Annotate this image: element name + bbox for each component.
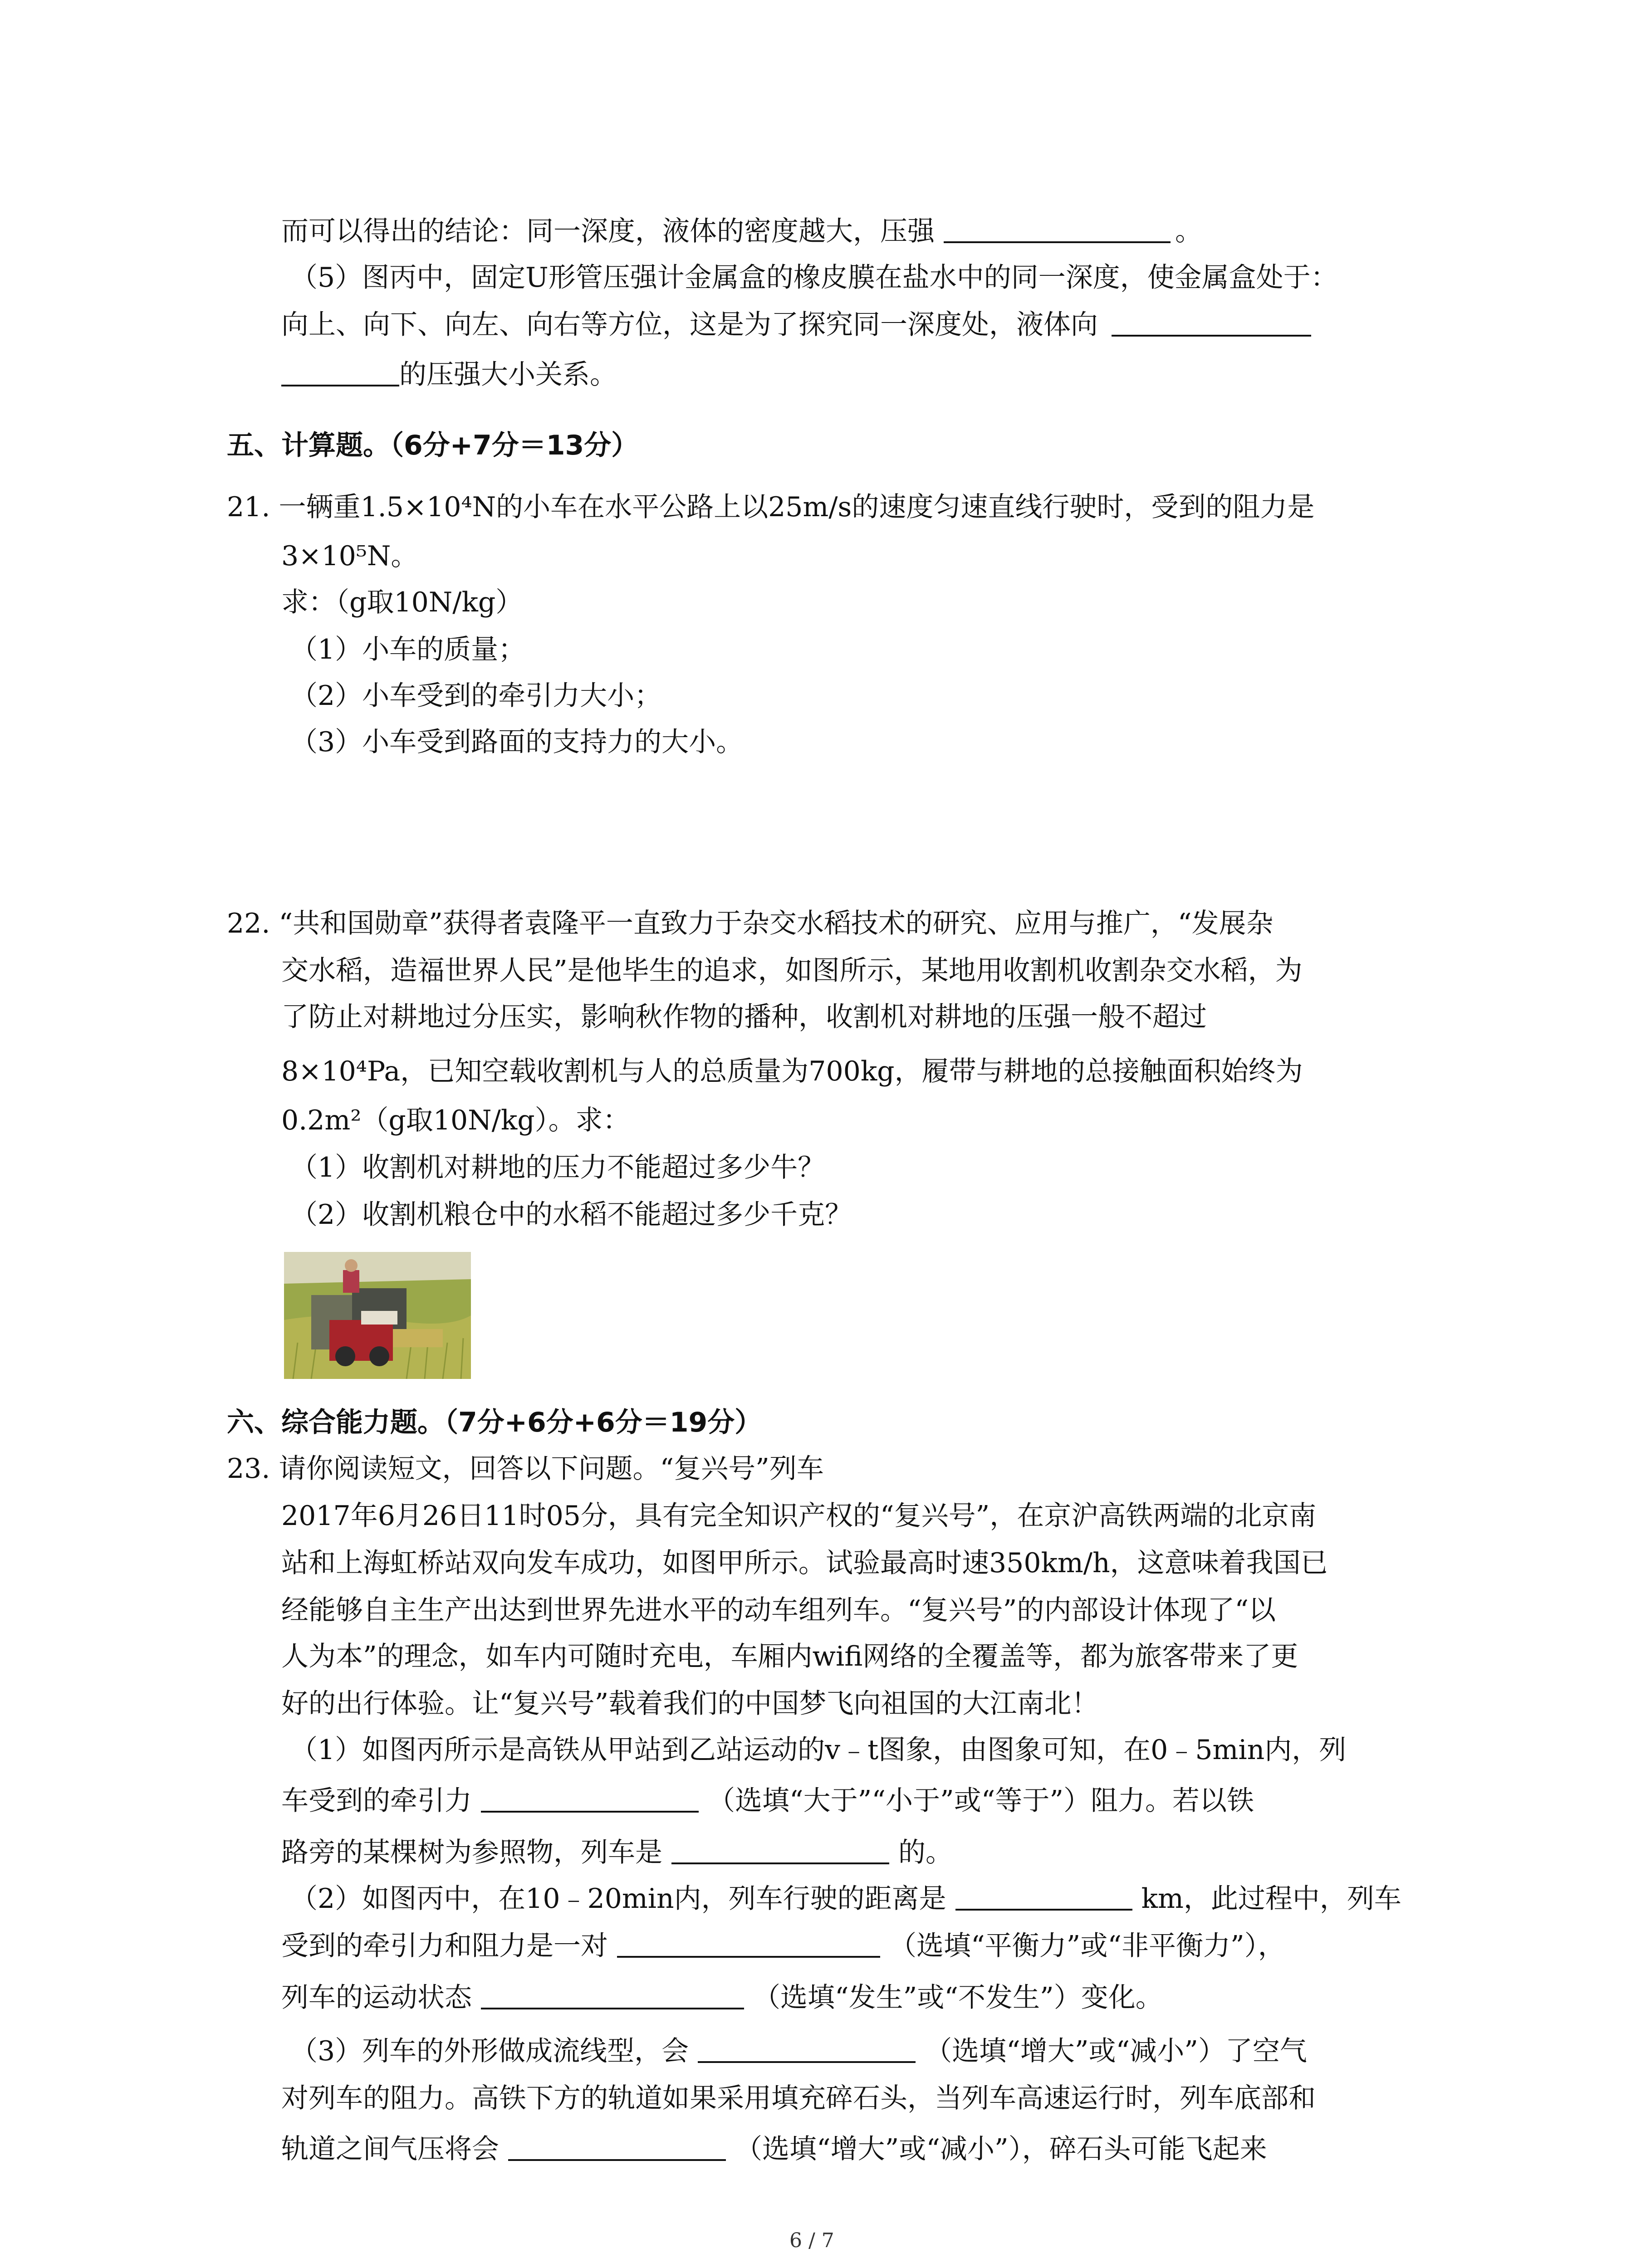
q22-line3: 了防止对耕地过分压实，影响秋作物的播种，收割机对耕地的压强一般不超过 — [281, 1001, 1207, 1033]
harvester-photo — [284, 1252, 471, 1379]
answer-blank[interactable] — [481, 1785, 699, 1813]
q20-line3: 向上、向下、向左、向右等方位，这是为了探究同一深度处，液体向 — [281, 307, 1311, 343]
q22-line5: 0.2m²（g取10N/kg）。求： — [281, 1105, 630, 1136]
q22-line4: 8×10⁴Pa，已知空载收割机与人的总质量为700kg，履带与耕地的总接触面积始终为 — [281, 1056, 1303, 1087]
q23-s2-line1: （2）如图丙中，在10﹣20min内，列车行驶的距离是 km，此过程中，列车 — [290, 1883, 1401, 1915]
q20-line1: 而可以得出的结论：同一深度，液体的密度越大，压强 。 — [281, 215, 1202, 247]
q21-line1: 21. 一辆重1.5×10⁴N的小车在水平公路上以25m/s的速度匀速直线行驶时，受到的阻力是 — [227, 491, 1315, 523]
q23-p2: 站和上海虹桥站双向发车成功，如图甲所示。试验最高时速350km/h，这意味着我国已 — [281, 1547, 1328, 1579]
section-5-title: 五、计算题。（6分+7分＝13分） — [227, 430, 639, 461]
answer-blank[interactable] — [671, 1837, 889, 1864]
q23-s2-line2: 受到的牵引力和阻力是一对 （选填“平衡力”或“非平衡力”）， — [281, 1930, 1285, 1962]
answer-blank[interactable] — [617, 1931, 880, 1958]
answer-blank[interactable] — [281, 359, 399, 386]
q23-s3-line1: （3）列车的外形做成流线型，会 （选填“增大”或“减小”）了空气 — [290, 2035, 1307, 2067]
q23-line1: 23. 请你阅读短文，回答以下问题。“复兴号”列车 — [227, 1453, 824, 1485]
q21-sub1: （1）小车的质量； — [290, 634, 526, 665]
q23-s1-line2: 车受到的牵引力 （选填“大于”“小于”或“等于”）阻力。若以铁 — [281, 1785, 1254, 1817]
q22-line1: 22. “共和国勋章”获得者袁隆平一直致力于杂交水稻技术的研究、应用与推广，“发展杂 — [227, 908, 1274, 939]
q20-line4: 的压强大小关系。 — [281, 357, 617, 393]
q23-s2-line3: 列车的运动状态 （选填“发生”或“不发生”）变化。 — [281, 1982, 1163, 2014]
q23-p5: 好的出行体验。让“复兴号”载着我们的中国梦飞向祖国的大江南北！ — [281, 1688, 1099, 1720]
q22-line2: 交水稻，造福世界人民”是他毕生的追求，如图所示，某地用收割机收割杂交水稻，为 — [281, 955, 1303, 987]
q23-p4: 人为本”的理念，如车内可随时充电，车厢内wifi网络的全覆盖等，都为旅客带来了更 — [281, 1641, 1298, 1672]
answer-blank[interactable] — [944, 216, 1171, 243]
section-6-title: 六、综合能力题。（7分+6分+6分＝19分） — [227, 1407, 762, 1438]
q23-s1-line3: 路旁的某棵树为参照物，列车是 的。 — [281, 1837, 953, 1868]
q23-s1-line1: （1）如图丙所示是高铁从甲站到乙站运动的v﹣t图象，由图象可知，在0﹣5min内，列 — [290, 1734, 1347, 1766]
answer-blank[interactable] — [955, 1883, 1132, 1911]
q20-line2: （5）图丙中，固定U形管压强计金属盒的橡皮膜在盐水中的同一深度，使金属盒处于： — [290, 262, 1338, 293]
q22-sub2: （2）收割机粮仓中的水稻不能超过多少千克？ — [290, 1199, 852, 1231]
q21-line3: 求：（g取10N/kg） — [281, 587, 523, 618]
answer-blank[interactable] — [698, 2036, 916, 2063]
answer-blank[interactable] — [481, 1982, 744, 2009]
q23-p1: 2017年6月26日11时05分，具有完全知识产权的“复兴号”，在京沪高铁两端的北京南 — [281, 1500, 1317, 1532]
q23-s3-line2: 对列车的阻力。高铁下方的轨道如果采用填充碎石头，当列车高速运行时，列车底部和 — [281, 2082, 1316, 2114]
q21-sub2: （2）小车受到的牵引力大小； — [290, 680, 662, 712]
page-number: 6 / 7 — [789, 2229, 834, 2252]
q23-p3: 经能够自主生产出达到世界先进水平的动车组列车。“复兴号”的内部设计体现了“以 — [281, 1594, 1276, 1626]
q22-sub1: （1）收割机对耕地的压力不能超过多少牛？ — [290, 1152, 825, 1183]
q21-line2: 3×10⁵N。 — [281, 540, 418, 572]
answer-blank[interactable] — [508, 2134, 726, 2161]
answer-blank[interactable] — [1112, 309, 1311, 337]
q21-sub3: （3）小车受到路面的支持力的大小。 — [290, 726, 744, 758]
q23-s3-line3: 轨道之间气压将会 （选填“增大”或“减小”），碎石头可能飞起来 — [281, 2133, 1267, 2165]
